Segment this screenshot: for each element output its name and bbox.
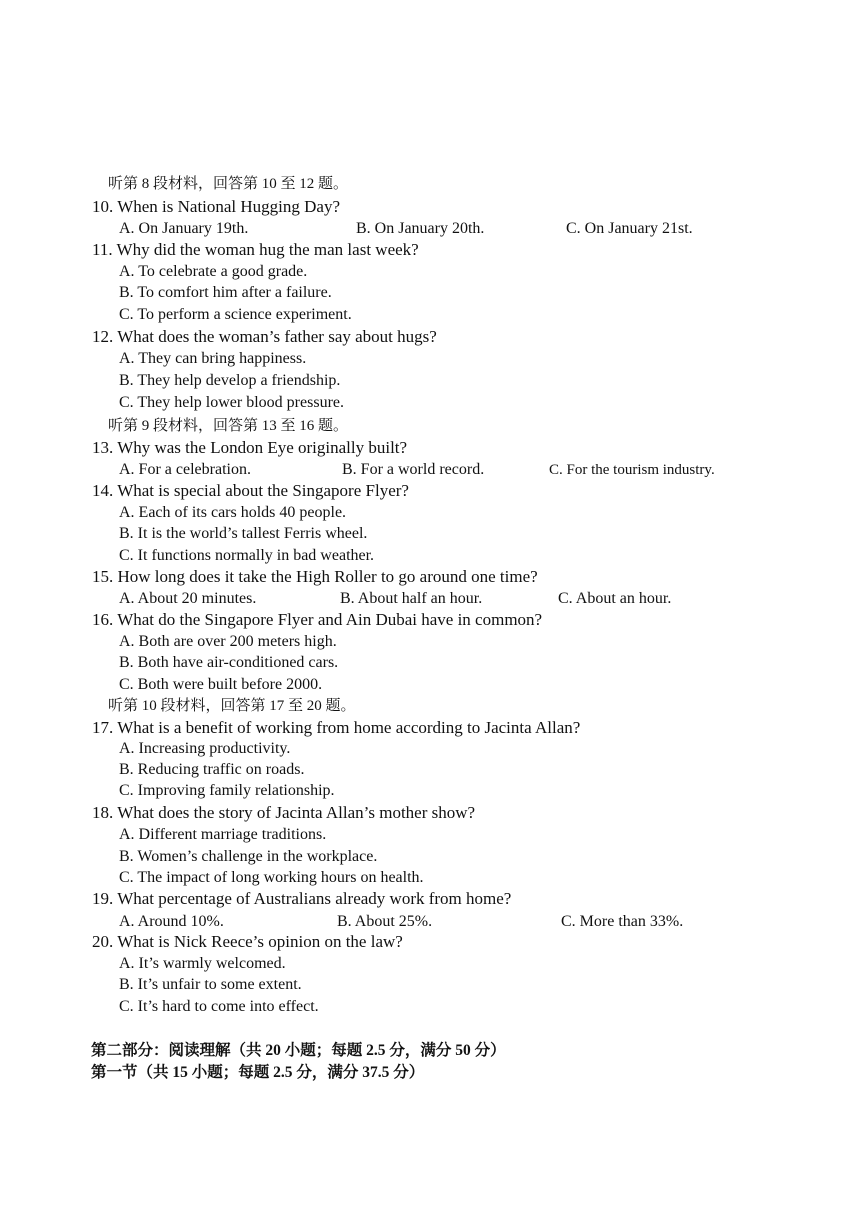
question-17-stem: 17. What is a benefit of working from home according to Jacinta Allan?	[92, 718, 581, 737]
question-14-option-a: A. Each of its cars holds 40 people.	[119, 504, 347, 521]
section-10-instruction: 听第 10 段材料，回答第 17 至 20 题。	[108, 698, 356, 714]
question-14-stem: 14. What is special about the Singapore Flyer?	[92, 481, 409, 500]
question-15-option-a: A. About 20 minutes.	[119, 590, 257, 607]
question-18-option-a: A. Different marriage traditions.	[119, 826, 327, 843]
question-10-option-c: C. On January 21st.	[566, 220, 693, 237]
question-11-option-c: C. To perform a science experiment.	[119, 306, 352, 323]
section-8-instruction: 听第 8 段材料，回答第 10 至 12 题。	[108, 176, 349, 192]
question-17-option-c: C. Improving family relationship.	[119, 782, 335, 799]
question-16-stem: 16. What do the Singapore Flyer and Ain Dubai have in common?	[92, 610, 543, 629]
question-10-option-b: B. On January 20th.	[356, 220, 485, 237]
question-13-stem: 13. Why was the London Eye originally built?	[92, 438, 408, 457]
question-11-option-a: A. To celebrate a good grade.	[119, 263, 308, 280]
question-19-option-a: A. Around 10%.	[119, 913, 224, 930]
question-10-stem: 10. When is National Hugging Day?	[92, 197, 341, 216]
part-2-heading: 第二部分：阅读理解（共 20 小题；每题 2.5 分，满分 50 分）	[91, 1042, 506, 1059]
question-20-option-c: C. It’s hard to come into effect.	[119, 998, 319, 1015]
question-12-option-c: C. They help lower blood pressure.	[119, 394, 344, 411]
question-20-option-a: A. It’s warmly welcomed.	[119, 955, 286, 972]
question-12-option-a: A. They can bring happiness.	[119, 350, 307, 367]
question-16-option-a: A. Both are over 200 meters high.	[119, 633, 337, 650]
question-12-stem: 12. What does the woman’s father say about hugs?	[92, 327, 437, 346]
question-11-stem: 11. Why did the woman hug the man last week?	[92, 240, 419, 259]
question-14-option-c: C. It functions normally in bad weather.	[119, 547, 375, 564]
question-13-option-a: A. For a celebration.	[119, 461, 251, 478]
question-15-stem: 15. How long does it take the High Roller to go around one time?	[92, 567, 538, 586]
question-12-option-b: B. They help develop a friendship.	[119, 372, 341, 389]
question-18-option-c: C. The impact of long working hours on health.	[119, 869, 424, 886]
question-20-option-b: B. It’s unfair to some extent.	[119, 976, 302, 993]
question-17-option-a: A. Increasing productivity.	[119, 740, 291, 757]
question-19-option-b: B. About 25%.	[337, 913, 433, 930]
question-11-option-b: B. To comfort him after a failure.	[119, 284, 332, 301]
question-17-option-b: B. Reducing traffic on roads.	[119, 761, 305, 778]
question-15-option-b: B. About half an hour.	[340, 590, 483, 607]
question-16-option-b: B. Both have air-conditioned cars.	[119, 654, 339, 671]
question-16-option-c: C. Both were built before 2000.	[119, 676, 323, 693]
question-19-stem: 19. What percentage of Australians already work from home?	[92, 889, 512, 908]
question-13-option-c: C. For the tourism industry.	[549, 462, 715, 478]
question-15-option-c: C. About an hour.	[558, 590, 672, 607]
question-19-option-c: C. More than 33%.	[561, 913, 684, 930]
question-18-option-b: B. Women’s challenge in the workplace.	[119, 848, 378, 865]
part-2-section-1-heading: 第一节（共 15 小题；每题 2.5 分，满分 37.5 分）	[91, 1064, 425, 1081]
question-14-option-b: B. It is the world’s tallest Ferris wheel.	[119, 525, 368, 542]
question-13-option-b: B. For a world record.	[342, 461, 485, 478]
question-18-stem: 18. What does the story of Jacinta Allan’s mother show?	[92, 803, 476, 822]
question-10-option-a: A. On January 19th.	[119, 220, 249, 237]
question-20-stem: 20. What is Nick Reece’s opinion on the law?	[92, 932, 403, 951]
section-9-instruction: 听第 9 段材料，回答第 13 至 16 题。	[108, 418, 349, 434]
